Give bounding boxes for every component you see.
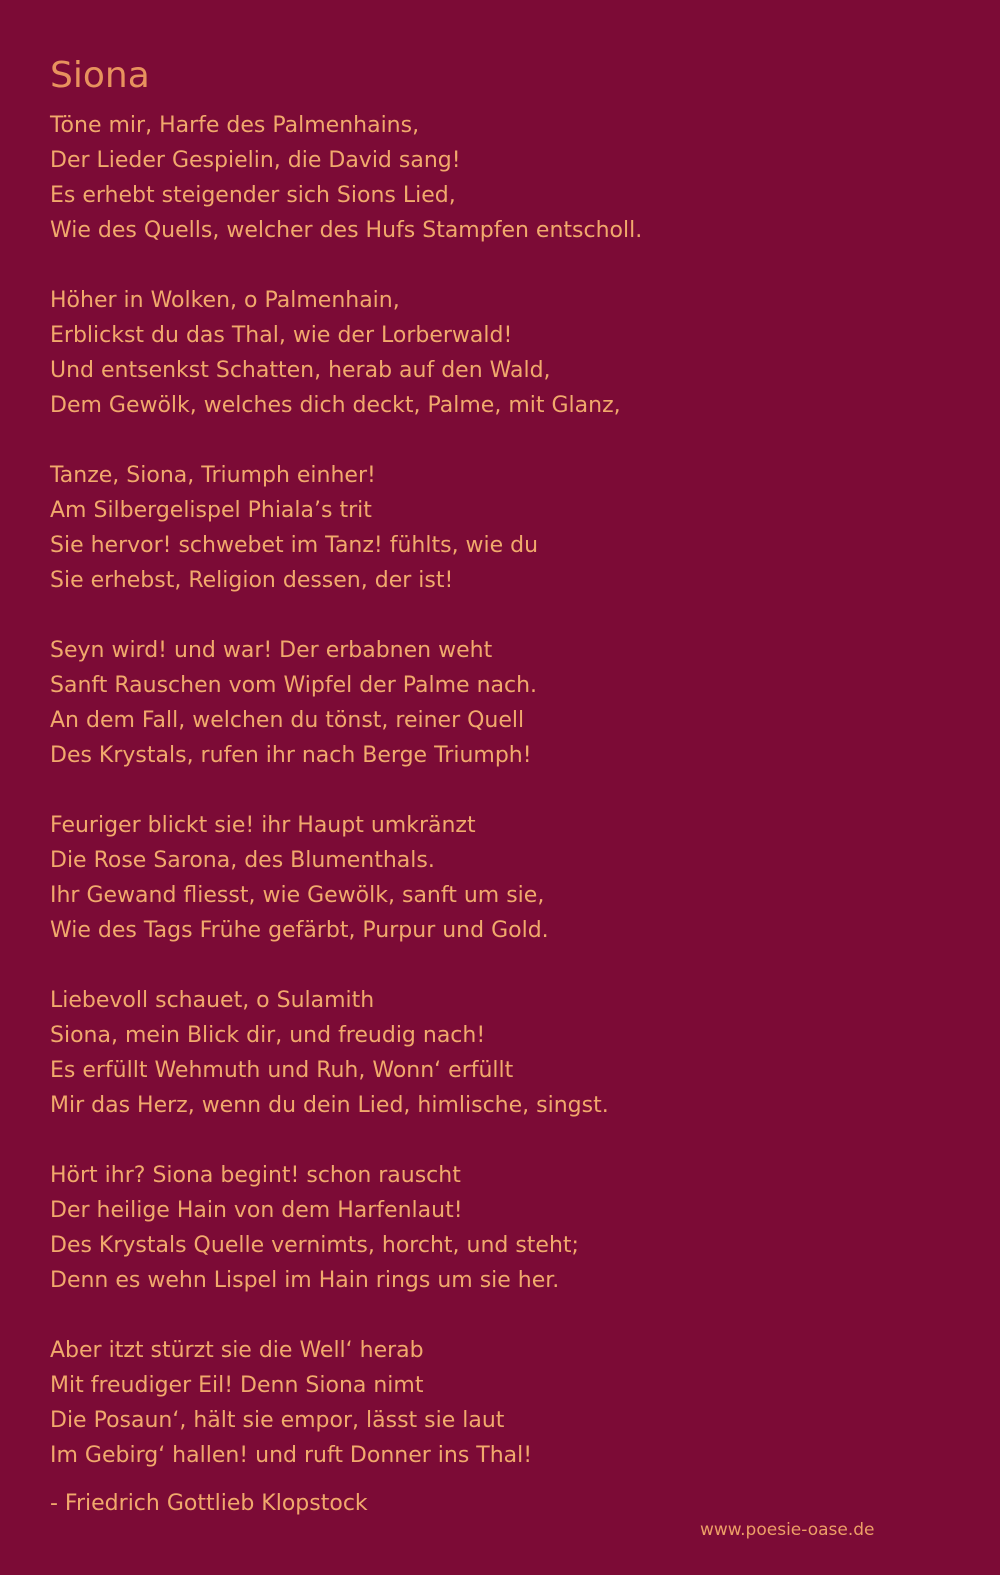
poem-author: - Friedrich Gottlieb Klopstock	[50, 1491, 368, 1516]
stanza-4-line-3: An dem Fall, welchen du tönst, reiner Quell	[50, 708, 525, 733]
stanza-6-line-4: Mir das Herz, wenn du dein Lied, himlische, singst.	[50, 1093, 609, 1118]
stanza-5-line-1: Feuriger blickt sie! ihr Haupt umkränzt	[50, 813, 476, 838]
stanza-1	[50, 108, 950, 248]
stanza-6-line-2: Siona, mein Blick dir, und freudig nach!	[50, 1023, 486, 1048]
stanza-2	[50, 283, 950, 423]
stanza-8-line-2: Mit freudiger Eil! Denn Siona nimt	[50, 1373, 424, 1398]
stanza-7-line-1: Hört ihr? Siona begint! schon rauscht	[50, 1163, 461, 1188]
stanza-2-line-2: Erblickst du das Thal, wie der Lorberwald!	[50, 323, 513, 348]
stanza-1-line-2: Der Lieder Gespielin, die David sang!	[50, 148, 461, 173]
stanza-4	[50, 633, 950, 773]
stanza-5-line-3: Ihr Gewand fliesst, wie Gewölk, sanft um sie,	[50, 883, 545, 908]
stanza-5-line-4: Wie des Tags Frühe gefärbt, Purpur und Gold.	[50, 918, 549, 943]
stanza-2-line-1: Höher in Wolken, o Palmenhain,	[50, 288, 400, 313]
stanza-3-line-2: Am Silbergelispel Phiala’s trit	[50, 498, 372, 523]
stanza-3-line-3: Sie hervor! schwebet im Tanz! fühlts, wie du	[50, 533, 539, 558]
website-url: www.poesie-oase.de	[700, 1520, 875, 1540]
poem-body	[50, 108, 950, 1508]
stanza-1-line-3: Es erhebt steigender sich Sions Lied,	[50, 183, 456, 208]
stanza-8-line-1: Aber itzt stürzt sie die Well‘ herab	[50, 1338, 424, 1363]
stanza-4-line-2: Sanft Rauschen vom Wipfel der Palme nach.	[50, 673, 538, 698]
stanza-2-line-3: Und entsenkst Schatten, herab auf den Wald,	[50, 358, 551, 383]
poem-title: Siona	[50, 55, 150, 96]
stanza-3-line-1: Tanze, Siona, Triumph einher!	[50, 463, 376, 488]
stanza-8-line-4: Im Gebirg‘ hallen! und ruft Donner ins Thal!	[50, 1443, 533, 1468]
stanza-7-line-3: Des Krystals Quelle vernimts, horcht, und steht;	[50, 1233, 579, 1258]
stanza-4-line-1: Seyn wird! und war! Der erbabnen weht	[50, 638, 493, 663]
stanza-8-line-3: Die Posaun‘, hält sie empor, lässt sie laut	[50, 1408, 505, 1433]
stanza-3	[50, 458, 950, 598]
stanza-6-line-3: Es erfüllt Wehmuth und Ruh, Wonn‘ erfüllt	[50, 1058, 514, 1083]
stanza-4-line-4: Des Krystals, rufen ihr nach Berge Triumph!	[50, 743, 532, 768]
stanza-1-line-4: Wie des Quells, welcher des Hufs Stampfen entscholl.	[50, 218, 643, 243]
stanza-6	[50, 983, 950, 1123]
stanza-6-line-1: Liebevoll schauet, o Sulamith	[50, 988, 375, 1013]
stanza-2-line-4: Dem Gewölk, welches dich deckt, Palme, mit Glanz,	[50, 393, 621, 418]
stanza-3-line-4: Sie erhebst, Religion dessen, der ist!	[50, 568, 454, 593]
stanza-5	[50, 808, 950, 948]
stanza-1-line-1: Töne mir, Harfe des Palmenhains,	[50, 113, 420, 138]
stanza-7-line-4: Denn es wehn Lispel im Hain rings um sie her.	[50, 1268, 560, 1293]
stanza-8	[50, 1333, 950, 1473]
stanza-7	[50, 1158, 950, 1298]
stanza-7-line-2: Der heilige Hain von dem Harfenlaut!	[50, 1198, 463, 1223]
stanza-5-line-2: Die Rose Sarona, des Blumenthals.	[50, 848, 435, 873]
